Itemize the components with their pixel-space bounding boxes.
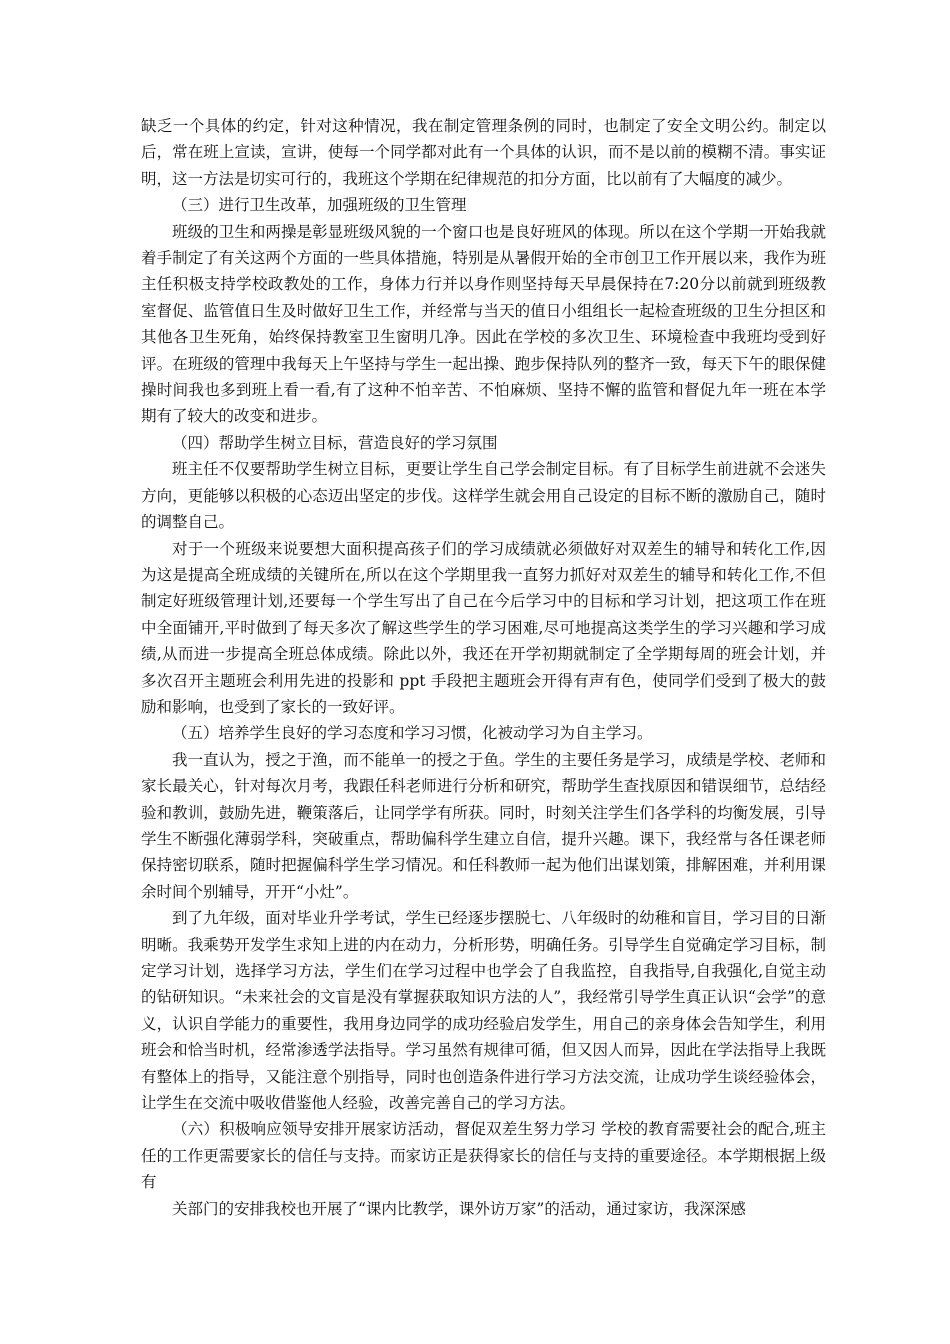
paragraph-4: 对于一个班级来说要想大面积提高孩子们的学习成绩就必须做好对双差生的辅导和转化工作,因为这是提高全班成绩的关键所在,所以在这个学期里我一直努力抓好对双差生的辅导和转化工作,不但制定好班级管理计划,还要每一个学生写出了自己在今后学习中的目标和学习计划，把这项工作在班中全面铺开,平时做到了每天多次了解这些学生的学习困难,尽可地提高这类学生的学习兴趣和学习成绩,从而进一步提高全班总体成绩。除此以外，我还在开学初期就制定了全学期每周的班会计划，并多次召开主题班会利用先进的投影和 ppt 手段把主题班会开得有声有色，使同学们受到了极大的鼓励和影响，也受到了家长的一致好评。 [141, 539, 826, 716]
paragraph-7: 关部门的安排我校也开展了“课内比教学，课外访万家”的活动，通过家访，我深深感 [172, 1199, 746, 1218]
paragraph-3: 班主任不仅要帮助学生树立目标，更要让学生自己学会制定目标。有了目标学生前进就不会迷失方向，更能够以积极的心态迈出坚定的步伐。这样学生就会用自己设定的目标不断的激励自己，随时的调整自己。 [141, 460, 826, 532]
paragraph-5: 我一直认为，授之于渔，而不能单一的授之于鱼。学生的主要任务是学习，成绩是学校、老师和家长最关心，针对每次月考，我跟任科老师进行分析和研究，帮助学生查找原因和错误细节，总结经验和教训，鼓励先进，鞭策落后，让同学学有所获。同时，时刻关注学生们各学科的均衡发展，引导学生不断强化薄弱学科，突破重点，帮助偏科学生建立自信，提升兴趣。课下，我经常与各任课老师保持密切联系，随时把握偏科学生学习情况。和任科教师一起为他们出谋划策，排解困难，并利用课余时间个别辅导，开开“小灶”。 [141, 750, 826, 901]
section-heading-6: （六）积极响应领导安排开展家访活动，督促双差生努力学习 学校的教育需要社会的配合,班主任的工作更需要家长的信任与支持。而家访正是获得家长的信任与支持的重要途径。本学期根据上级有 [141, 1120, 826, 1192]
section-heading-4: （四）帮助学生树立目标，营造良好的学习氛围 [172, 433, 498, 452]
paragraph-6: 到了九年级，面对毕业升学考试，学生已经逐步摆脱七、八年级时的幼稚和盲目，学习目的日渐明晰。我乘势开发学生求知上进的内在动力，分析形势，明确任务。引导学生自觉确定学习目标，制定学习计划，选择学习方法，学生们在学习过程中也学会了自我监控，自我指导,自我强化,自觉主动的钻研知识。“未来社会的文盲是没有掌握获取知识方法的人”，我经常引导学生真正认识“会学”的意义，认识自学能力的重要性，我用身边同学的成功经验启发学生，用自己的亲身体会告知学生，利用班会和恰当时机，经常渗透学法指导。学习虽然有规律可循，但又因人而异，因此在学法指导上我既有整体上的指导，又能注意个别指导，同时也创造条件进行学习方法交流，让成功学生谈经验体会，让学生在交流中吸收借鉴他人经验，改善完善自己的学习方法。 [141, 909, 826, 1113]
paragraph-1: 缺乏一个具体的约定，针对这种情况，我在制定管理条例的同时，也制定了安全文明公约。制定以后，常在班上宣读，宣讲，使每一个同学都对此有一个具体的认识，而不是以前的模糊不清。事实证明，这一方法是切实可行的，我班这个学期在纪律规范的扣分方面，比以前有了大幅度的减少。 [141, 117, 826, 188]
section-heading-3: （三）进行卫生改革，加强班级的卫生管理 [172, 196, 467, 215]
document-page [141, 113, 826, 1222]
section-heading-5: （五）培养学生良好的学习态度和学习习惯，化被动学习为自主学习。 [172, 724, 653, 743]
paragraph-2: 班级的卫生和两操是彰显班级风貌的一个窗口也是良好班风的体现。所以在这个学期一开始我就着手制定了有关这两个方面的一些具体措施，特别是从暑假开始的全市创卫工作开展以来，我作为班主任积极支持学校政教处的工作，身体力行并以身作则坚持每天早晨保持在7:20分以前就到班级教室督促、监管值日生及时做好卫生工作，并经常与当天的值日小组组长一起检查班级的卫生分担区和其他各卫生死角，始终保持教室卫生窗明几净。因此在学校的多次卫生、环境检查中我班均受到好评。在班级的管理中我每天上午坚持与学生一起出操、跑步保持队列的整齐一致，每天下午的眼保健操时间我也多到班上看一看,有了这种不怕辛苦、不怕麻烦、坚持不懈的监管和督促九年一班在本学期有了较大的改变和进步。 [141, 222, 826, 426]
